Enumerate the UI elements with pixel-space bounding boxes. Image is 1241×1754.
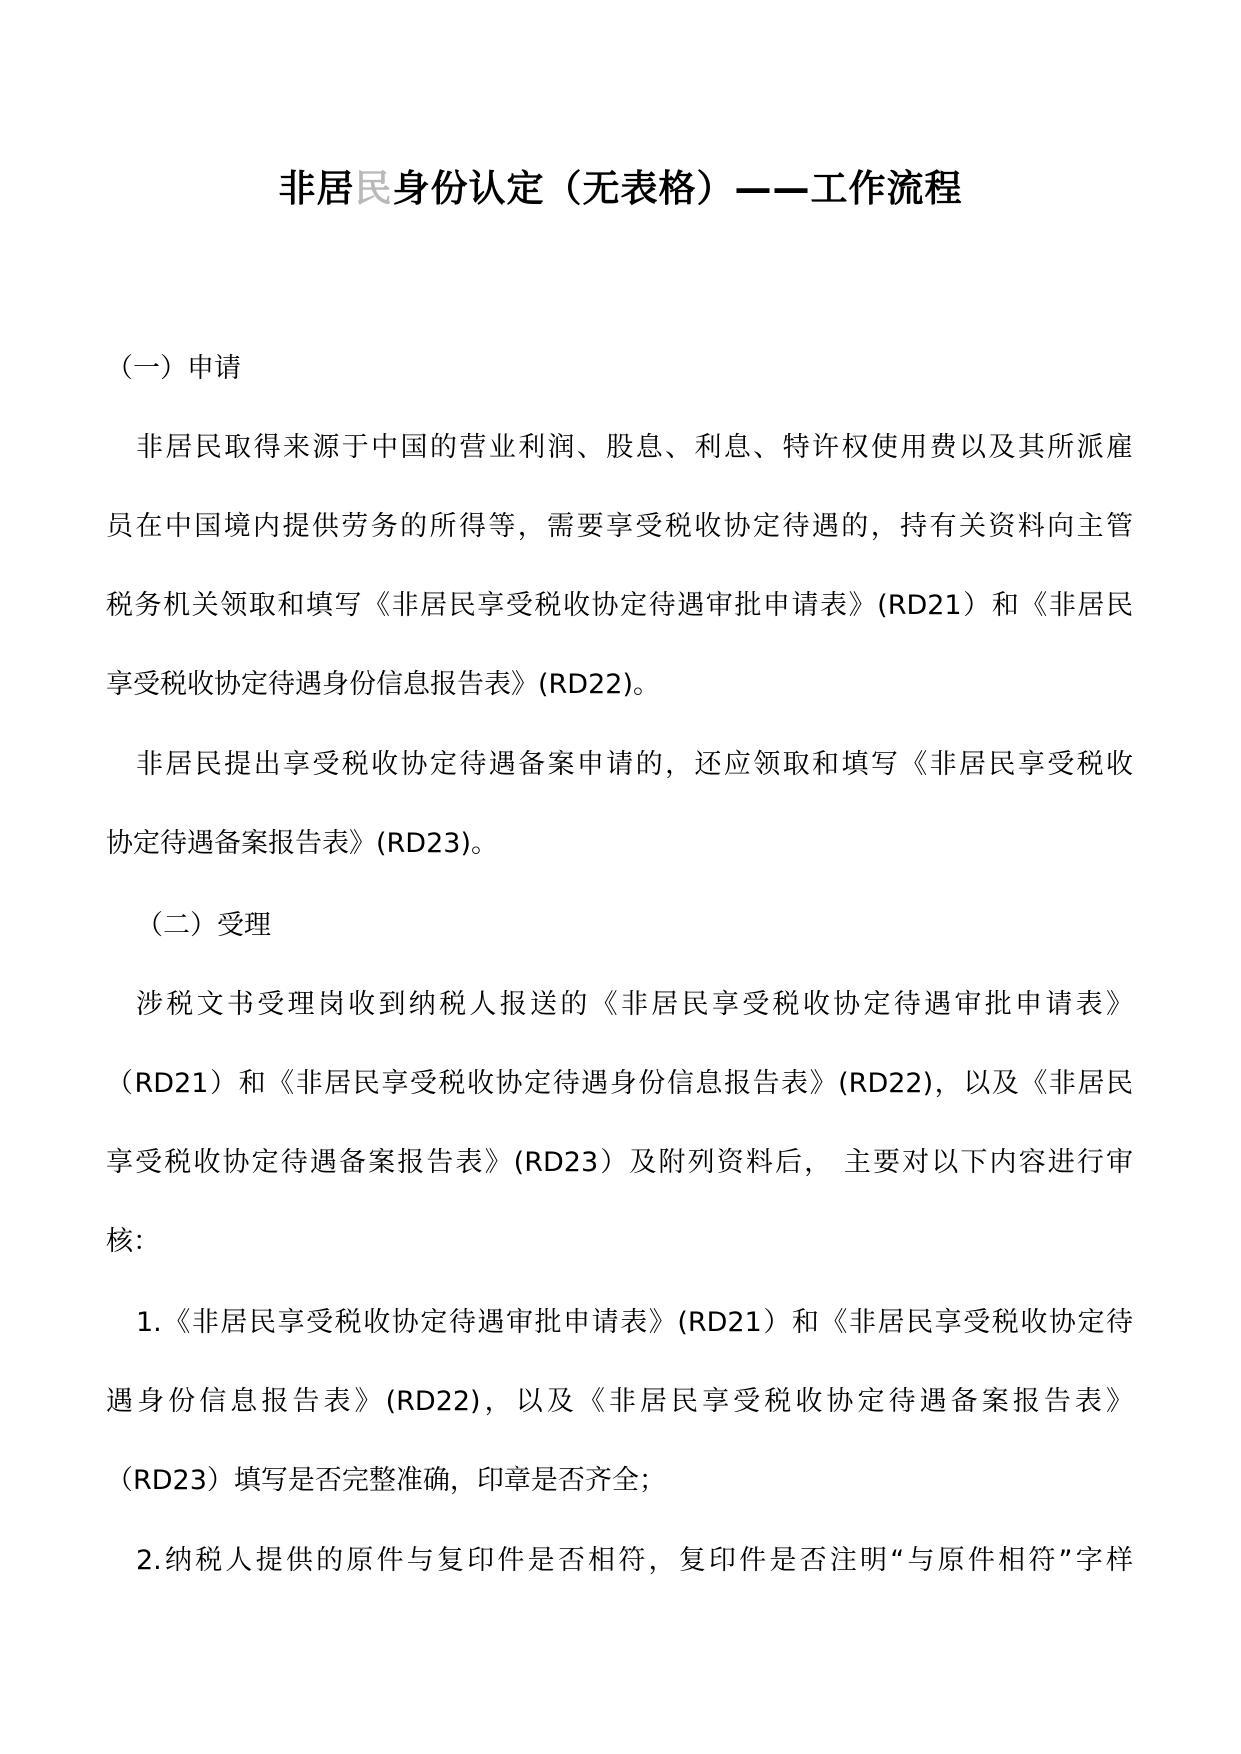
paragraph-1-line-1: 非居民取得来源于中国的营业利润、股息、利息、特许权使用费以及其所派雇 [136, 432, 1133, 463]
section-heading-accept: （二）受理 [136, 910, 271, 941]
page-title [0, 158, 1241, 212]
list-item-1-line-2: 遇身份信息报告表》(RD22)，以及《非居民享受税收协定待遇备案报告表》 [106, 1386, 1133, 1417]
title-faded-char: 民 [354, 167, 393, 210]
paragraph-2-line-1: 非居民提出享受税收协定待遇备案申请的，还应领取和填写《非居民享受税收 [136, 749, 1133, 780]
list-item-1-line-1: 1.《非居民享受税收协定待遇审批申请表》(RD21）和《非居民享受税收协定待 [136, 1307, 1133, 1338]
paragraph-2-line-2: 协定待遇备案报告表》(RD23)。 [106, 828, 498, 859]
paragraph-3-line-2: （RD21）和《非居民享受税收协定待遇身份信息报告表》(RD22)，以及《非居民 [106, 1068, 1133, 1099]
title-part-1: 非居 [278, 167, 355, 210]
paragraph-1-line-3: 税务机关领取和填写《非居民享受税收协定待遇审批申请表》(RD21）和《非居民 [106, 590, 1133, 621]
list-item-1-line-3: （RD23）填写是否完整准确，印章是否齐全； [106, 1465, 666, 1496]
paragraph-1-line-2: 员在中国境内提供劳务的所得等，需要享受税收协定待遇的，持有关资料向主管 [106, 511, 1133, 542]
title-part-2: 身份认定（无表格）——工作流程 [392, 167, 963, 210]
paragraph-3-line-4: 核： [106, 1226, 160, 1257]
list-item-2-line-1: 2.纳税人提供的原件与复印件是否相符，复印件是否注明“与原件相符”字样 [136, 1545, 1133, 1576]
section-heading-apply: （一）申请 [106, 353, 241, 384]
paragraph-1-line-4: 享受税收协定待遇身份信息报告表》(RD22)。 [106, 669, 660, 700]
paragraph-3-line-1: 涉税文书受理岗收到纳税人报送的《非居民享受税收协定待遇审批申请表》 [136, 989, 1133, 1020]
paragraph-3-line-3: 享受税收协定待遇备案报告表》(RD23）及附列资料后， 主要对以下内容进行审 [106, 1147, 1133, 1178]
